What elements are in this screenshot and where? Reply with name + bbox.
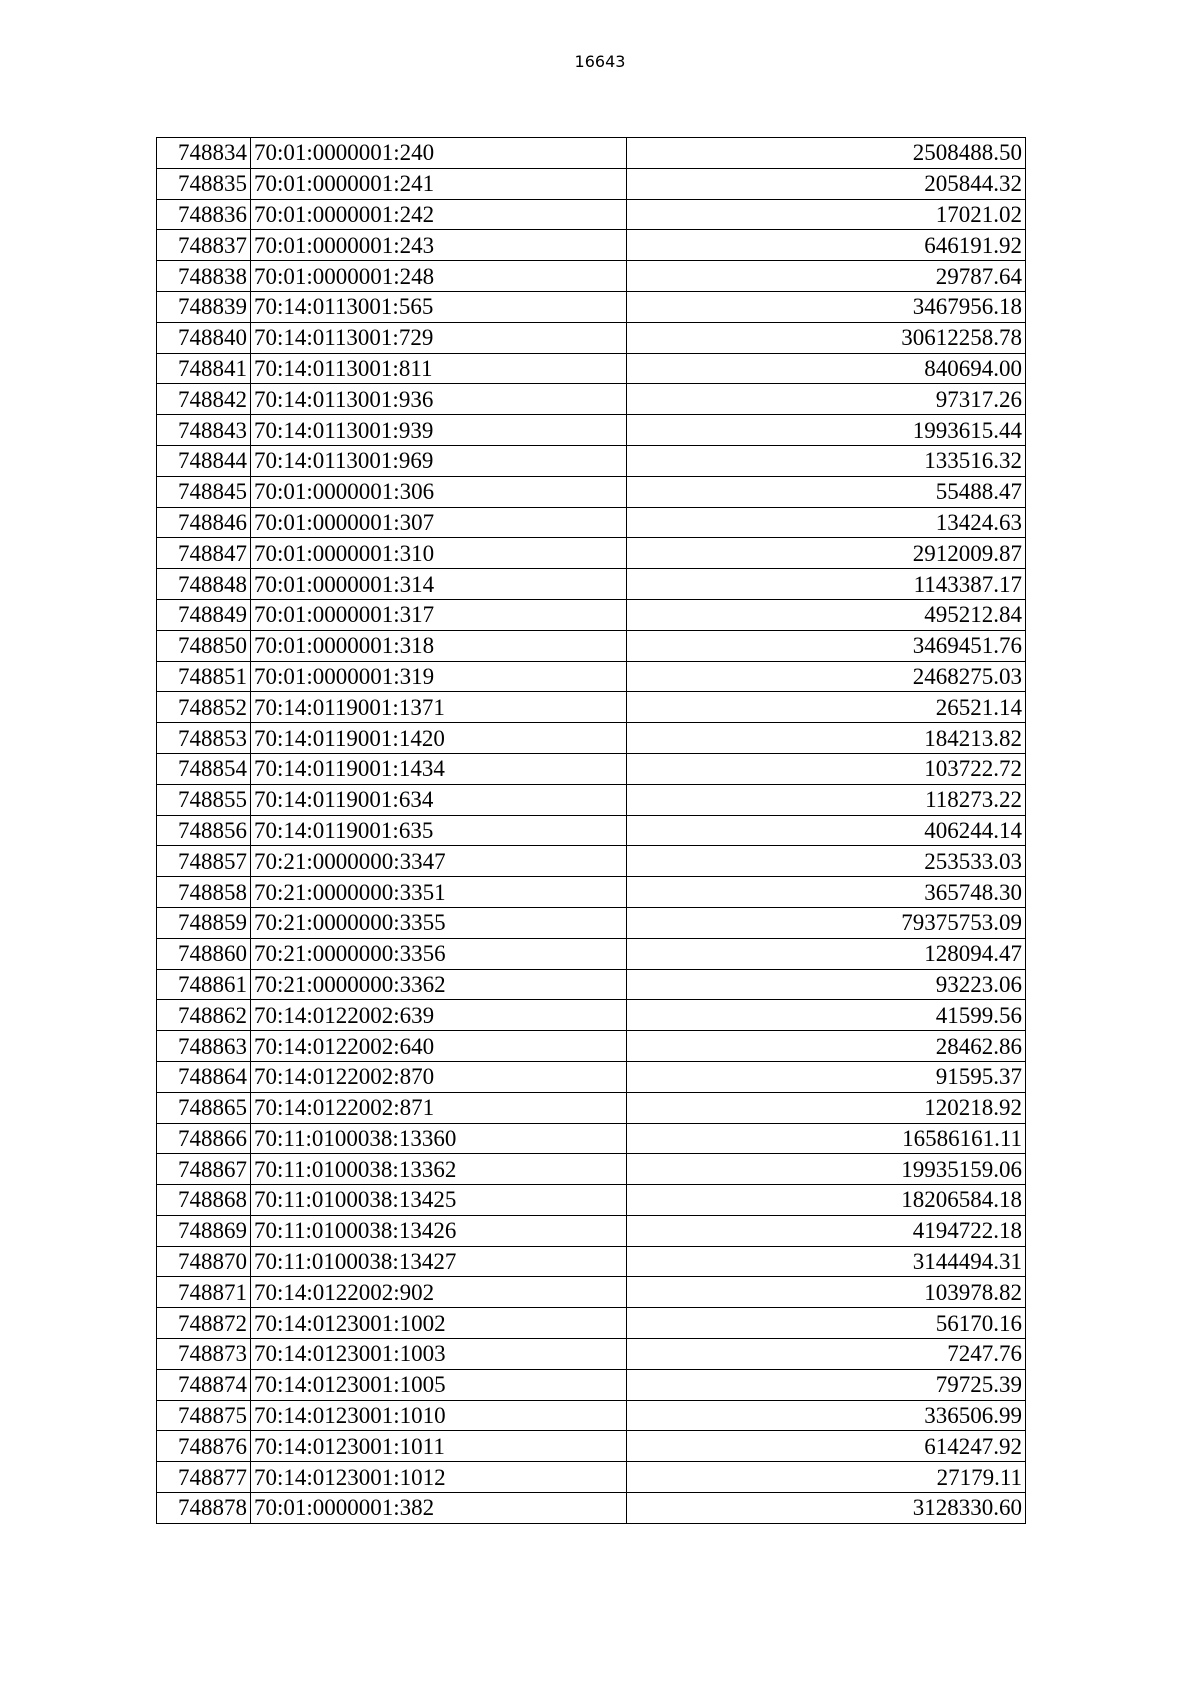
table-row: [157, 384, 1026, 415]
value-cell: 97317.26: [627, 384, 1026, 415]
value-cell: 336506.99: [627, 1400, 1026, 1431]
value-cell: 17021.02: [627, 199, 1026, 230]
table-row: [157, 1369, 1026, 1400]
value-cell: 7247.76: [627, 1339, 1026, 1370]
value-cell: 79375753.09: [627, 907, 1026, 938]
table-row: [157, 1431, 1026, 1462]
table-row: [157, 938, 1026, 969]
cadastral-number-cell: 70:14:0122002:640: [251, 1031, 627, 1062]
table-row: [157, 1462, 1026, 1493]
cadastral-number-cell: 70:14:0119001:1420: [251, 723, 627, 754]
cadastral-number-cell: 70:14:0113001:565: [251, 291, 627, 322]
row-id-cell: 748846: [157, 507, 251, 538]
cadastral-number-cell: 70:14:0122002:871: [251, 1092, 627, 1123]
cadastral-number-cell: 70:01:0000001:317: [251, 599, 627, 630]
value-cell: 41599.56: [627, 1000, 1026, 1031]
table-row: [157, 1154, 1026, 1185]
cadastral-number-cell: 70:14:0123001:1010: [251, 1400, 627, 1431]
row-id-cell: 748864: [157, 1061, 251, 1092]
row-id-cell: 748857: [157, 846, 251, 877]
table-row: [157, 815, 1026, 846]
value-cell: 2912009.87: [627, 538, 1026, 569]
value-cell: 103978.82: [627, 1277, 1026, 1308]
table-row: [157, 415, 1026, 446]
value-cell: 253533.03: [627, 846, 1026, 877]
table-row: [157, 1000, 1026, 1031]
value-cell: 205844.32: [627, 168, 1026, 199]
table-row: [157, 969, 1026, 1000]
cadastral-number-cell: 70:14:0119001:1371: [251, 692, 627, 723]
table-row: [157, 784, 1026, 815]
table-row: [157, 907, 1026, 938]
value-cell: 3128330.60: [627, 1493, 1026, 1524]
table-row: [157, 168, 1026, 199]
cadastral-number-cell: 70:01:0000001:314: [251, 569, 627, 600]
cadastral-number-cell: 70:14:0113001:936: [251, 384, 627, 415]
cadastral-number-cell: 70:11:0100038:13425: [251, 1185, 627, 1216]
value-cell: 1993615.44: [627, 415, 1026, 446]
value-cell: 3469451.76: [627, 630, 1026, 661]
table-row: [157, 1185, 1026, 1216]
cadastral-number-cell: 70:14:0122002:639: [251, 1000, 627, 1031]
row-id-cell: 748860: [157, 938, 251, 969]
value-cell: 103722.72: [627, 753, 1026, 784]
cadastral-number-cell: 70:14:0123001:1011: [251, 1431, 627, 1462]
cadastral-number-cell: 70:21:0000000:3351: [251, 877, 627, 908]
cadastral-number-cell: 70:01:0000001:310: [251, 538, 627, 569]
row-id-cell: 748836: [157, 199, 251, 230]
value-cell: 26521.14: [627, 692, 1026, 723]
row-id-cell: 748863: [157, 1031, 251, 1062]
table-row: [157, 138, 1026, 169]
cadastral-number-cell: 70:01:0000001:243: [251, 230, 627, 261]
cadastral-number-cell: 70:14:0123001:1003: [251, 1339, 627, 1370]
value-cell: 29787.64: [627, 261, 1026, 292]
table-row: [157, 353, 1026, 384]
table-row: [157, 661, 1026, 692]
table-row: [157, 1061, 1026, 1092]
row-id-cell: 748867: [157, 1154, 251, 1185]
cadastral-number-cell: 70:21:0000000:3355: [251, 907, 627, 938]
table-row: [157, 445, 1026, 476]
value-cell: 840694.00: [627, 353, 1026, 384]
table-row: [157, 476, 1026, 507]
cadastral-number-cell: 70:14:0123001:1012: [251, 1462, 627, 1493]
row-id-cell: 748834: [157, 138, 251, 169]
cadastral-number-cell: 70:01:0000001:306: [251, 476, 627, 507]
row-id-cell: 748871: [157, 1277, 251, 1308]
row-id-cell: 748870: [157, 1246, 251, 1277]
row-id-cell: 748854: [157, 753, 251, 784]
value-cell: 646191.92: [627, 230, 1026, 261]
value-cell: 614247.92: [627, 1431, 1026, 1462]
cadastral-number-cell: 70:14:0113001:729: [251, 322, 627, 353]
cadastral-number-cell: 70:14:0123001:1005: [251, 1369, 627, 1400]
table-row: [157, 1031, 1026, 1062]
table-row: [157, 1277, 1026, 1308]
table-row: [157, 723, 1026, 754]
value-cell: 28462.86: [627, 1031, 1026, 1062]
row-id-cell: 748875: [157, 1400, 251, 1431]
table-row: [157, 1246, 1026, 1277]
row-id-cell: 748858: [157, 877, 251, 908]
cadastral-number-cell: 70:14:0122002:902: [251, 1277, 627, 1308]
table-row: [157, 753, 1026, 784]
row-id-cell: 748865: [157, 1092, 251, 1123]
row-id-cell: 748866: [157, 1123, 251, 1154]
row-id-cell: 748841: [157, 353, 251, 384]
table-row: [157, 630, 1026, 661]
value-cell: 120218.92: [627, 1092, 1026, 1123]
row-id-cell: 748855: [157, 784, 251, 815]
row-id-cell: 748872: [157, 1308, 251, 1339]
cadastral-number-cell: 70:21:0000000:3356: [251, 938, 627, 969]
cadastral-number-cell: 70:11:0100038:13362: [251, 1154, 627, 1185]
cadastral-number-cell: 70:14:0113001:969: [251, 445, 627, 476]
row-id-cell: 748844: [157, 445, 251, 476]
value-cell: 118273.22: [627, 784, 1026, 815]
row-id-cell: 748862: [157, 1000, 251, 1031]
cadastral-number-cell: 70:01:0000001:318: [251, 630, 627, 661]
row-id-cell: 748861: [157, 969, 251, 1000]
value-cell: 55488.47: [627, 476, 1026, 507]
table-row: [157, 569, 1026, 600]
row-id-cell: 748876: [157, 1431, 251, 1462]
table-row: [157, 1493, 1026, 1524]
cadastral-number-cell: 70:11:0100038:13426: [251, 1215, 627, 1246]
value-cell: 365748.30: [627, 877, 1026, 908]
value-cell: 16586161.11: [627, 1123, 1026, 1154]
value-cell: 13424.63: [627, 507, 1026, 538]
cadastral-number-cell: 70:14:0122002:870: [251, 1061, 627, 1092]
row-id-cell: 748837: [157, 230, 251, 261]
registry-table-body: [157, 138, 1026, 1524]
row-id-cell: 748874: [157, 1369, 251, 1400]
value-cell: 93223.06: [627, 969, 1026, 1000]
row-id-cell: 748877: [157, 1462, 251, 1493]
cadastral-number-cell: 70:14:0113001:939: [251, 415, 627, 446]
row-id-cell: 748856: [157, 815, 251, 846]
row-id-cell: 748873: [157, 1339, 251, 1370]
row-id-cell: 748843: [157, 415, 251, 446]
row-id-cell: 748868: [157, 1185, 251, 1216]
value-cell: 1143387.17: [627, 569, 1026, 600]
table-row: [157, 1092, 1026, 1123]
value-cell: 2508488.50: [627, 138, 1026, 169]
value-cell: 133516.32: [627, 445, 1026, 476]
row-id-cell: 748838: [157, 261, 251, 292]
cadastral-number-cell: 70:01:0000001:242: [251, 199, 627, 230]
table-row: [157, 261, 1026, 292]
row-id-cell: 748849: [157, 599, 251, 630]
table-row: [157, 599, 1026, 630]
cadastral-number-cell: 70:01:0000001:248: [251, 261, 627, 292]
table-row: [157, 1339, 1026, 1370]
table-row: [157, 322, 1026, 353]
row-id-cell: 748853: [157, 723, 251, 754]
table-row: [157, 692, 1026, 723]
value-cell: 79725.39: [627, 1369, 1026, 1400]
row-id-cell: 748852: [157, 692, 251, 723]
cadastral-number-cell: 70:01:0000001:241: [251, 168, 627, 199]
cadastral-number-cell: 70:21:0000000:3362: [251, 969, 627, 1000]
value-cell: 18206584.18: [627, 1185, 1026, 1216]
value-cell: 91595.37: [627, 1061, 1026, 1092]
row-id-cell: 748847: [157, 538, 251, 569]
cadastral-number-cell: 70:21:0000000:3347: [251, 846, 627, 877]
table-row: [157, 846, 1026, 877]
value-cell: 184213.82: [627, 723, 1026, 754]
value-cell: 4194722.18: [627, 1215, 1026, 1246]
row-id-cell: 748848: [157, 569, 251, 600]
table-row: [157, 1308, 1026, 1339]
table-row: [157, 1123, 1026, 1154]
row-id-cell: 748842: [157, 384, 251, 415]
value-cell: 30612258.78: [627, 322, 1026, 353]
cadastral-number-cell: 70:14:0119001:1434: [251, 753, 627, 784]
row-id-cell: 748878: [157, 1493, 251, 1524]
value-cell: 27179.11: [627, 1462, 1026, 1493]
table-row: [157, 507, 1026, 538]
table-row: [157, 538, 1026, 569]
cadastral-number-cell: 70:14:0123001:1002: [251, 1308, 627, 1339]
cadastral-number-cell: 70:14:0113001:811: [251, 353, 627, 384]
cadastral-number-cell: 70:11:0100038:13360: [251, 1123, 627, 1154]
page-number: 16643: [574, 52, 626, 71]
table-row: [157, 1400, 1026, 1431]
table-row: [157, 1215, 1026, 1246]
value-cell: 128094.47: [627, 938, 1026, 969]
row-id-cell: 748835: [157, 168, 251, 199]
table-row: [157, 877, 1026, 908]
value-cell: 2468275.03: [627, 661, 1026, 692]
cadastral-number-cell: 70:01:0000001:319: [251, 661, 627, 692]
value-cell: 3144494.31: [627, 1246, 1026, 1277]
value-cell: 3467956.18: [627, 291, 1026, 322]
cadastral-number-cell: 70:11:0100038:13427: [251, 1246, 627, 1277]
row-id-cell: 748845: [157, 476, 251, 507]
cadastral-number-cell: 70:14:0119001:635: [251, 815, 627, 846]
value-cell: 56170.16: [627, 1308, 1026, 1339]
row-id-cell: 748851: [157, 661, 251, 692]
row-id-cell: 748869: [157, 1215, 251, 1246]
registry-table: [156, 137, 1026, 1524]
table-row: [157, 230, 1026, 261]
cadastral-number-cell: 70:01:0000001:382: [251, 1493, 627, 1524]
cadastral-number-cell: 70:01:0000001:307: [251, 507, 627, 538]
value-cell: 495212.84: [627, 599, 1026, 630]
row-id-cell: 748840: [157, 322, 251, 353]
table-row: [157, 291, 1026, 322]
row-id-cell: 748850: [157, 630, 251, 661]
value-cell: 19935159.06: [627, 1154, 1026, 1185]
cadastral-number-cell: 70:14:0119001:634: [251, 784, 627, 815]
table-row: [157, 199, 1026, 230]
row-id-cell: 748859: [157, 907, 251, 938]
cadastral-number-cell: 70:01:0000001:240: [251, 138, 627, 169]
value-cell: 406244.14: [627, 815, 1026, 846]
row-id-cell: 748839: [157, 291, 251, 322]
